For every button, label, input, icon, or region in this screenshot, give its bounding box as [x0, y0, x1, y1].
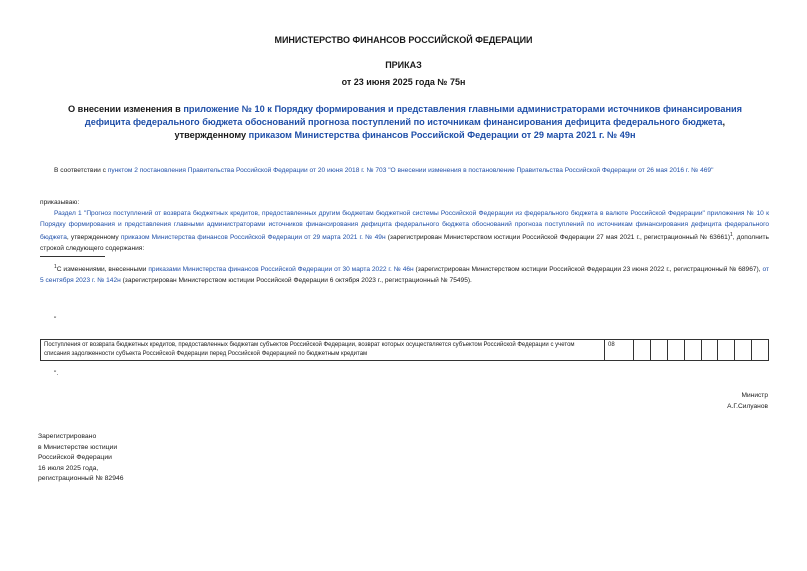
doc-title [55, 103, 755, 142]
title-text: , утвержденному [174, 117, 726, 140]
doc-type: ПРИКАЗ [385, 60, 422, 70]
title-text: О внесении изменения в [67, 104, 184, 114]
preamble [40, 165, 769, 176]
signature-name: А.Г.Силуанов [727, 402, 768, 410]
row-code: 08 [605, 340, 634, 361]
footnote-reference[interactable]: 1 [730, 232, 733, 238]
quote-close: ". [54, 370, 59, 377]
preamble-text: В соответствии с [54, 167, 108, 174]
registration-line: Зарегистрировано [38, 433, 97, 440]
footnote [40, 262, 769, 286]
order-word: приказываю: [40, 199, 80, 206]
section-text: , дополнить строкой следующего содержания: [40, 234, 769, 253]
footnote-divider [40, 256, 105, 257]
registration-line: регистрационный № 82946 [38, 475, 124, 482]
preamble-link-decree[interactable]: пунктом 2 постановления Правительства Российской Федерации от 20 июня 2018 г. № 703 "О внесении изменения в постановление Правительства Российской Федерации от 26 мая 2016 г. № 469" [107, 167, 714, 174]
footnote-mark: 1 [54, 264, 57, 270]
inserted-row-table [40, 339, 769, 361]
title-link-appendix[interactable]: приложение № 10 к Порядку формирования и представления главными администраторами источников финансирования дефицита федерального бюджета обоснований прогноза поступлений по источникам финансирования дефицита федерального бюджета [84, 104, 743, 127]
section-text: (зарегистрирован Министерством юстиции Российской Федерации 27 мая 2021 г., регистрационный № 63661) [385, 234, 731, 242]
footnote-link-orders[interactable]: приказами Министерства финансов Российской Федерации от 30 марта 2022 г. № 46н [148, 266, 414, 274]
footnote-text: С изменениями, внесенными [56, 266, 149, 274]
row-description: Поступления от возврата бюджетных кредитов, предоставленных бюджетам субъектов Российской Федерации, возврат которых осуществляется субъектом Российской Федерации с учетом списания задолженности субъекта Российской Федерации перед Российской Федерацией по бюджетным кредитам [41, 340, 605, 361]
section-text: , утвержденному [66, 234, 121, 242]
signature-block [700, 391, 768, 412]
section-link-order[interactable]: приказом Министерства финансов Российской Федерации от 29 марта 2021 г. № 49н [120, 234, 386, 242]
doc-date-number: от 23 июня 2025 года № 75н [341, 77, 466, 87]
row-cell-empty [634, 340, 651, 361]
section-paragraph [40, 208, 769, 254]
row-cell-empty [701, 340, 718, 361]
quote-open: " [54, 316, 57, 323]
registration-line: в Министерстве юстиции [38, 443, 118, 451]
row-cell-empty [684, 340, 701, 361]
row-cell-empty [752, 340, 769, 361]
row-cell-empty [667, 340, 684, 361]
footnote-text: (зарегистрирован Министерством юстиции Российской Федерации 23 июня 2022 г., регистрационный № 68967), [413, 266, 763, 274]
signature-position: Министр [741, 392, 768, 399]
title-link-order[interactable]: приказом Министерства финансов Российской Федерации от 29 марта 2021 г. № 49н [248, 130, 636, 140]
registration-block [38, 432, 124, 485]
ministry-header: МИНИСТЕРСТВО ФИНАНСОВ РОССИЙСКОЙ ФЕДЕРАЦИИ [274, 35, 533, 45]
row-cell-empty [718, 340, 735, 361]
table-row [41, 340, 769, 361]
row-cell-empty [735, 340, 752, 361]
footnote-link-order-142n[interactable]: от 5 сентября 2023 г. № 142н [40, 266, 770, 285]
footnote-text: (зарегистрирован Министерством юстиции Российской Федерации 6 октября 2023 г., регистрационный № 75495). [120, 277, 472, 285]
registration-line: Российской Федерации [38, 454, 112, 461]
section-link-section1[interactable]: Раздел 1 "Прогноз поступлений от возврата бюджетных кредитов, предоставленных другим бюджетам бюджетной системы Российской Федерации из федерального бюджета в валюте Российской Федерации" приложения № 10 к Порядку формирования и представления главными администраторами источников финансирования дефицита федерального бюджета обоснований прогноза поступлений по источникам финансирования дефицита федерального бюджета [40, 210, 769, 242]
registration-line: 16 июля 2025 года, [38, 464, 99, 472]
row-cell-empty [650, 340, 667, 361]
